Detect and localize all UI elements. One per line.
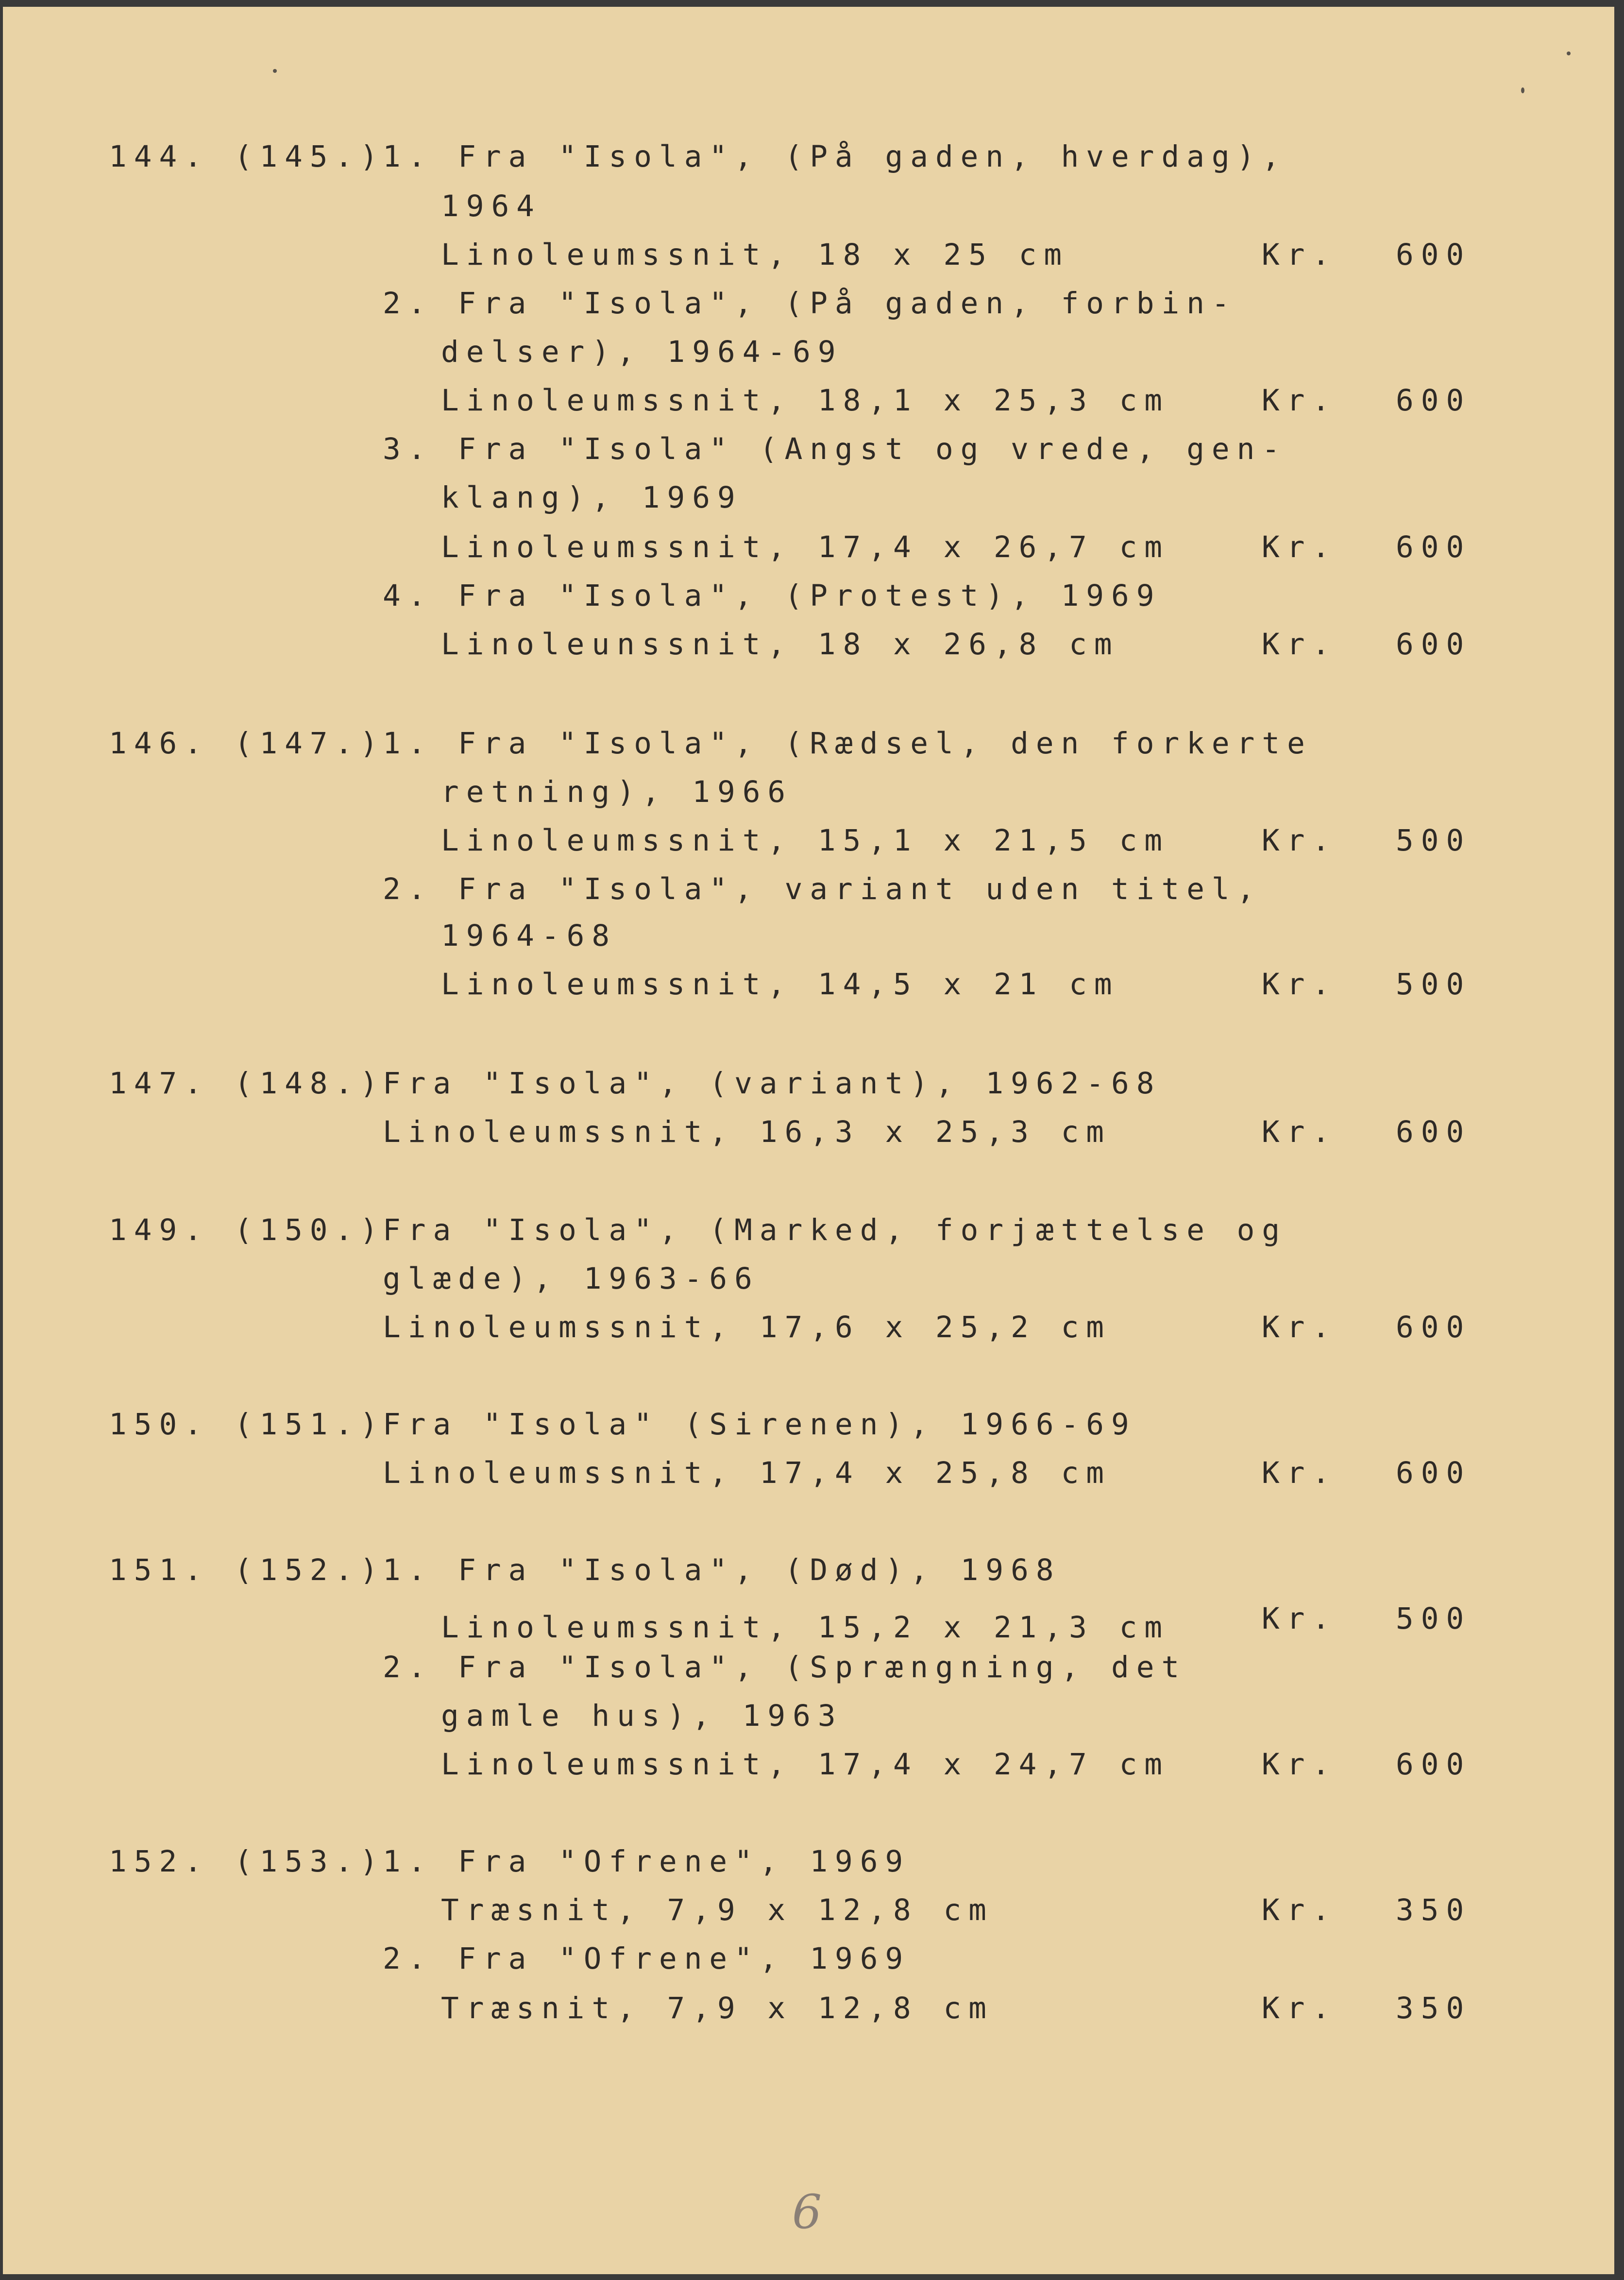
- item-title-continued: klang), 1969: [441, 480, 743, 515]
- item-medium: Linoleumssnit, 18 x 25 cm: [441, 238, 1069, 272]
- item-medium: Linoleunssnit, 18 x 26,8 cm: [441, 627, 1119, 662]
- item-medium: Træsnit, 7,9 x 12,8 cm: [441, 1991, 994, 2025]
- item-title: Fra "Isola", (variant), 1962-68: [383, 1066, 1162, 1101]
- item-medium: Træsnit, 7,9 x 12,8 cm: [441, 1893, 994, 1927]
- item-medium: Linoleumssnit, 14,5 x 21 cm: [441, 967, 1119, 1002]
- paper-speck: [1521, 87, 1524, 93]
- item-price: 600: [1396, 1456, 1472, 1490]
- item-medium: Linoleumssnit, 15,2 x 21,3 cm: [441, 1610, 1170, 1645]
- item-price: 350: [1396, 1991, 1472, 2025]
- item-price: 350: [1396, 1893, 1472, 1927]
- item-title-continued: delser), 1964-69: [441, 335, 843, 369]
- item-price: 600: [1396, 1747, 1472, 1782]
- currency-label: Kr.: [1262, 383, 1337, 418]
- currency-label: Kr.: [1262, 1456, 1337, 1490]
- item-title-continued: gamle hus), 1963: [441, 1699, 843, 1733]
- item-medium: Linoleumssnit, 18,1 x 25,3 cm: [441, 383, 1170, 418]
- page-number: 6: [792, 2185, 822, 2239]
- item-price: 600: [1396, 627, 1472, 662]
- item-title: 2. Fra "Ofrene", 1969: [383, 1941, 911, 1976]
- currency-label: Kr.: [1262, 823, 1337, 858]
- item-title: 1. Fra "Isola", (Død), 1968: [383, 1553, 1061, 1587]
- item-medium: Linoleumssnit, 17,4 x 26,7 cm: [441, 530, 1170, 564]
- item-price: 500: [1396, 1601, 1472, 1636]
- currency-label: Kr.: [1262, 627, 1337, 662]
- currency-label: Kr.: [1262, 530, 1337, 564]
- item-title: 1. Fra "Ofrene", 1969: [383, 1844, 911, 1879]
- item-price: 500: [1396, 823, 1472, 858]
- item-price: 600: [1396, 1310, 1472, 1344]
- entry-number: 149. (150.): [109, 1213, 385, 1247]
- document-page: [3, 7, 1614, 2274]
- item-title: Fra "Isola", (Marked, forjættelse og: [383, 1213, 1287, 1247]
- entry-number: 150. (151.): [109, 1407, 385, 1442]
- currency-label: Kr.: [1262, 1115, 1337, 1149]
- entry-number: 152. (153.): [109, 1844, 385, 1879]
- item-title: 2. Fra "Isola", (På gaden, forbin-: [383, 286, 1237, 321]
- item-title: 2. Fra "Isola", variant uden titel,: [383, 872, 1262, 906]
- item-price: 600: [1396, 238, 1472, 272]
- entry-number: 144. (145.): [109, 139, 385, 174]
- currency-label: Kr.: [1262, 1893, 1337, 1927]
- item-medium: Linoleumssnit, 17,6 x 25,2 cm: [383, 1310, 1112, 1344]
- item-medium: Linoleumssnit, 17,4 x 24,7 cm: [441, 1747, 1170, 1782]
- item-title-continued: retning), 1966: [441, 775, 793, 809]
- item-medium: Linoleumssnit, 17,4 x 25,8 cm: [383, 1456, 1112, 1490]
- item-price: 500: [1396, 967, 1472, 1002]
- item-title: 1. Fra "Isola", (Rædsel, den forkerte: [383, 726, 1312, 761]
- entry-number: 147. (148.): [109, 1066, 385, 1101]
- item-title: 4. Fra "Isola", (Protest), 1969: [383, 579, 1162, 613]
- item-title-continued: glæde), 1963-66: [383, 1261, 760, 1296]
- paper-speck: [273, 69, 277, 73]
- paper-speck: [1567, 51, 1571, 55]
- item-title-continued: 1964-68: [441, 919, 617, 953]
- item-price: 600: [1396, 383, 1472, 418]
- item-title: 3. Fra "Isola" (Angst og vrede, gen-: [383, 432, 1287, 466]
- item-medium: Linoleumssnit, 16,3 x 25,3 cm: [383, 1115, 1112, 1149]
- item-price: 600: [1396, 530, 1472, 564]
- item-price: 600: [1396, 1115, 1472, 1149]
- currency-label: Kr.: [1262, 1991, 1337, 2025]
- entry-number: 151. (152.): [109, 1553, 385, 1587]
- currency-label: Kr.: [1262, 1601, 1337, 1636]
- currency-label: Kr.: [1262, 1747, 1337, 1782]
- item-title: 1. Fra "Isola", (På gaden, hverdag),: [383, 139, 1287, 174]
- entry-number: 146. (147.): [109, 726, 385, 761]
- item-title: Fra "Isola" (Sirenen), 1966-69: [383, 1407, 1136, 1442]
- item-title-continued: 1964: [441, 189, 541, 223]
- currency-label: Kr.: [1262, 967, 1337, 1002]
- currency-label: Kr.: [1262, 238, 1337, 272]
- currency-label: Kr.: [1262, 1310, 1337, 1344]
- item-title: 2. Fra "Isola", (Sprængning, det: [383, 1650, 1187, 1684]
- item-medium: Linoleumssnit, 15,1 x 21,5 cm: [441, 823, 1170, 858]
